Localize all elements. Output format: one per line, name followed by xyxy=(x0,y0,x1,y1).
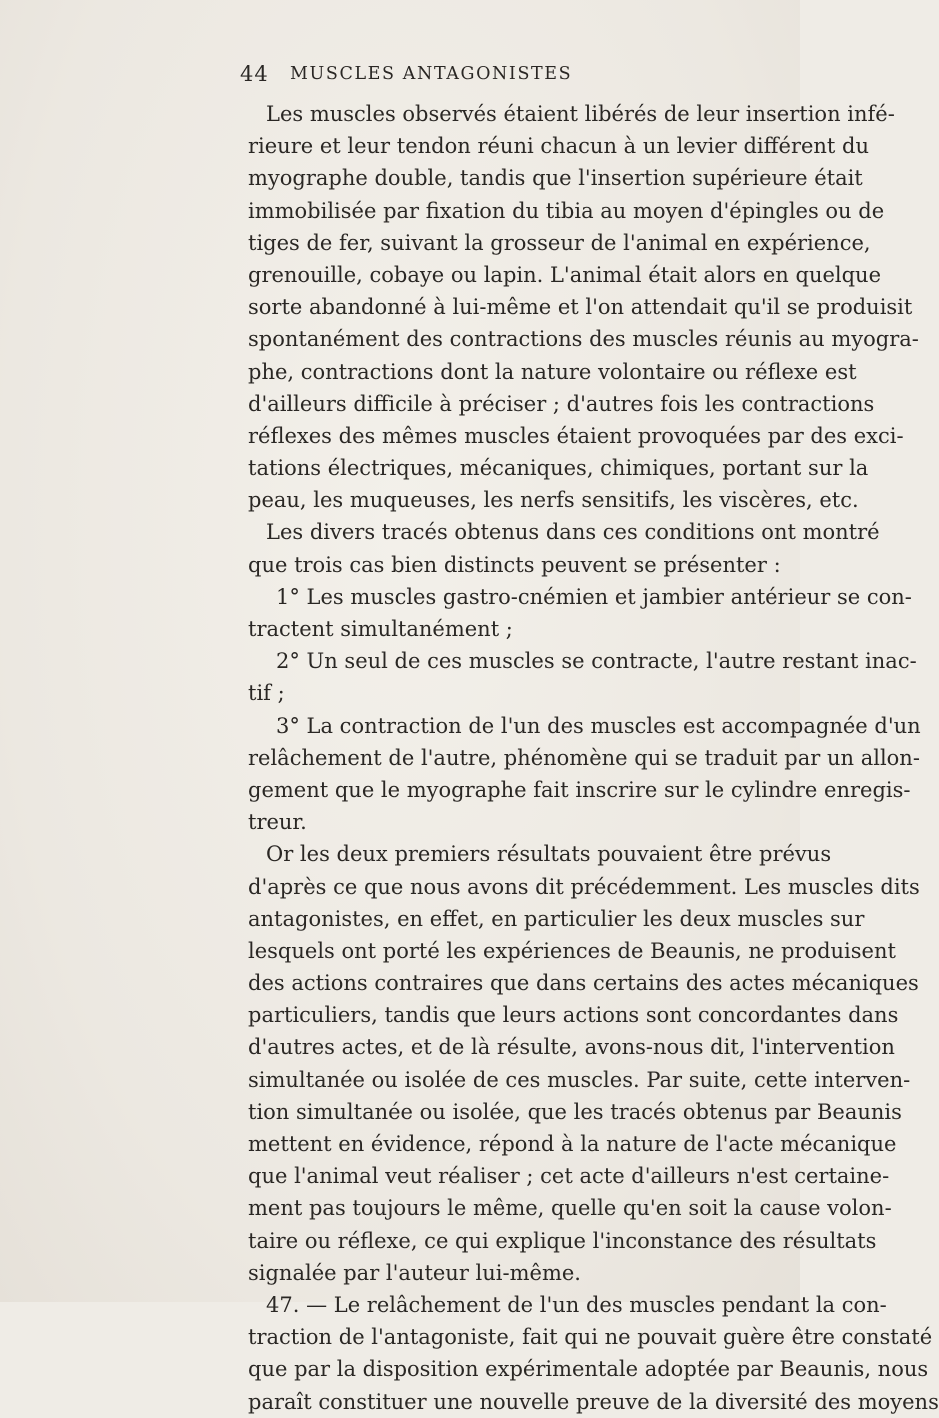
page-header xyxy=(0,62,800,92)
text-line: phe, contractions dont la nature volontaire ou réflexe est xyxy=(248,359,857,384)
text-line: 1° Les muscles gastro-cnémien et jambier antérieur se con- xyxy=(276,584,912,609)
text-line: simultanée ou isolée de ces muscles. Par suite, cette interven- xyxy=(248,1067,911,1092)
text-line: 47. — Le relâchement de l'un des muscles pendant la con- xyxy=(266,1292,887,1317)
text-line: ment pas toujours le même, quelle qu'en soit la cause volon- xyxy=(248,1196,892,1221)
page-number: 44 xyxy=(240,62,269,86)
text-line: Les divers tracés obtenus dans ces conditions ont montré xyxy=(266,520,880,545)
text-line: immobilisée par fixation du tibia au moyen d'épingles ou de xyxy=(248,198,885,223)
text-line: que par la disposition expérimentale adoptée par Beaunis, nous xyxy=(248,1357,929,1382)
text-line: d'autres actes, et de là résulte, avons-nous dit, l'intervention xyxy=(248,1035,895,1060)
text-line: spontanément des contractions des muscles réunis au myogra- xyxy=(248,327,919,352)
text-line: des actions contraires que dans certains des actes mécaniques xyxy=(248,971,919,996)
text-line: grenouille, cobaye ou lapin. L'animal était alors en quelque xyxy=(248,262,882,287)
text-line: antagonistes, en effet, en particulier les deux muscles sur xyxy=(248,906,865,931)
text-line: lesquels ont porté les expériences de Beaunis, ne produisent xyxy=(248,938,896,963)
text-line: mettent en évidence, répond à la nature de l'acte mécanique xyxy=(248,1132,897,1156)
text-line: myographe double, tandis que l'insertion supérieure était xyxy=(248,166,863,191)
text-line: rieure et leur tendon réuni chacun à un levier différent du xyxy=(248,134,870,159)
text-line: treur. xyxy=(248,810,307,835)
text-line: Les muscles observés étaient libérés de leur insertion infé- xyxy=(266,102,895,126)
text-line: traction de l'antagoniste, fait qui ne pouvait guère être constaté xyxy=(248,1325,933,1350)
text-line: tractent simultanément ; xyxy=(248,617,513,641)
text-line: que l'animal veut réaliser ; cet acte d'ailleurs n'est certaine- xyxy=(248,1164,890,1189)
text-line: tion simultanée ou isolée, que les tracés obtenus par Beaunis xyxy=(248,1099,902,1124)
text-line: relâchement de l'autre, phénomène qui se traduit par un allon- xyxy=(248,745,920,770)
text-line: 2° Un seul de ces muscles se contracte, l'autre restant inac- xyxy=(276,649,917,674)
text-line: peau, les muqueuses, les nerfs sensitifs, les viscères, etc. xyxy=(248,488,859,513)
text-line: d'ailleurs difficile à préciser ; d'autres fois les contractions xyxy=(248,391,875,416)
text-line: 3° La contraction de l'un des muscles est accompagnée d'un xyxy=(276,713,921,738)
running-title: MUSCLES ANTAGONISTES xyxy=(290,64,573,84)
text-line: tiges de fer, suivant la grosseur de l'animal en expérience, xyxy=(248,230,871,255)
text-line: gement que le myographe fait inscrire sur le cylindre enregis- xyxy=(248,777,911,802)
text-line: particuliers, tandis que leurs actions sont concordantes dans xyxy=(248,1003,899,1028)
text-line: Or les deux premiers résultats pouvaient être prévus xyxy=(266,842,832,867)
text-line: taire ou réflexe, ce qui explique l'inconstance des résultats xyxy=(248,1228,877,1253)
text-line: d'après ce que nous avons dit précédemment. Les muscles dits xyxy=(248,874,920,899)
text-line: paraît constituer une nouvelle preuve de la diversité des moyens xyxy=(248,1389,939,1414)
text-line: signalée par l'auteur lui-même. xyxy=(248,1260,581,1285)
text-line: que trois cas bien distincts peuvent se présenter : xyxy=(248,552,781,577)
text-line: tif ; xyxy=(248,681,285,706)
text-line: réflexes des mêmes muscles étaient provoquées par des exci- xyxy=(248,423,904,448)
text-line: sorte abandonné à lui-même et l'on attendait qu'il se produisit xyxy=(248,295,913,320)
text-line: tations électriques, mécaniques, chimiques, portant sur la xyxy=(248,456,869,481)
body-text xyxy=(248,98,939,1418)
